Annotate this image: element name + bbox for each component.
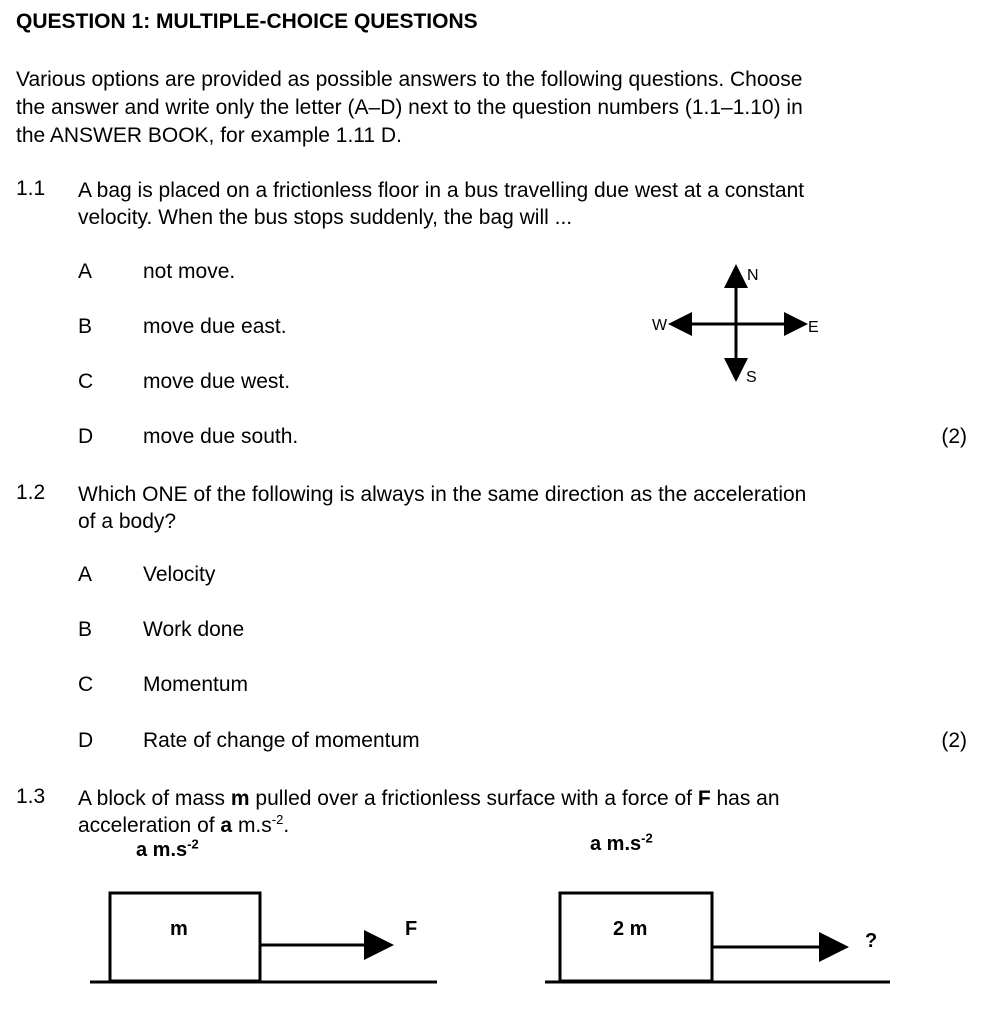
instructions	[16, 66, 926, 150]
option-letter: A	[78, 260, 93, 283]
question-text	[78, 481, 928, 535]
acceleration-label: a $m.s^{-2}$	[136, 836, 199, 861]
force-label: ?	[865, 930, 878, 952]
option-letter: D	[78, 729, 94, 752]
option-text: Rate of change of momentum	[143, 729, 420, 752]
compass-n: N	[747, 267, 759, 284]
acceleration-label: a $m.s^{-2}$	[590, 830, 653, 855]
question-number: 1.1	[16, 177, 46, 200]
block-diagram-left	[85, 885, 445, 995]
instructions-line-3: the ANSWER BOOK, for example 1.11 D.	[16, 124, 402, 147]
question-line-2: acceleration of a $m.s^{-2}$.	[78, 812, 290, 837]
option-letter: C	[78, 673, 94, 696]
compass-w: W	[652, 317, 668, 334]
option-text: not move.	[143, 260, 236, 283]
option-text: move due east.	[143, 315, 287, 338]
option-letter: D	[78, 425, 94, 448]
question-heading: QUESTION 1: MULTIPLE-CHOICE QUESTIONS	[16, 10, 478, 33]
question-line-1: A block of mass m pulled over a frictionless surface with a force of F has an	[78, 787, 780, 810]
question-text	[78, 785, 928, 839]
option-text: Velocity	[143, 563, 216, 586]
compass-e: E	[808, 319, 819, 336]
block-mass-label: m	[170, 918, 188, 940]
option-text: Momentum	[143, 673, 249, 696]
option-letter: A	[78, 563, 93, 586]
marks: (2)	[941, 425, 967, 448]
instructions-line-2: the answer and write only the letter (A–D) next to the question numbers (1.1–1.10) in	[16, 96, 803, 119]
option-letter: B	[78, 315, 93, 338]
compass-s: S	[746, 369, 757, 386]
question-line-1: Which ONE of the following is always in the same direction as the acceleration	[78, 483, 807, 506]
option-text: move due south.	[143, 425, 299, 448]
question-text	[78, 177, 928, 231]
question-number: 1.2	[16, 481, 46, 504]
option-text: Work done	[143, 618, 245, 641]
compass-diagram	[640, 258, 820, 388]
option-text: move due west.	[143, 370, 291, 393]
block-diagram-right	[540, 885, 900, 995]
question-line-1: A bag is placed on a frictionless floor in a bus travelling due west at a constant	[78, 179, 805, 202]
question-line-2: of a body?	[78, 510, 177, 533]
marks: (2)	[941, 729, 967, 752]
question-line-2: velocity. When the bus stops suddenly, the bag will ...	[78, 206, 573, 229]
instructions-line-1: Various options are provided as possible answers to the following questions. Choose	[16, 68, 803, 91]
question-number: 1.3	[16, 785, 46, 808]
option-letter: C	[78, 370, 94, 393]
option-letter: B	[78, 618, 93, 641]
block-mass-label: 2 m	[613, 918, 648, 940]
force-label: F	[405, 918, 418, 940]
